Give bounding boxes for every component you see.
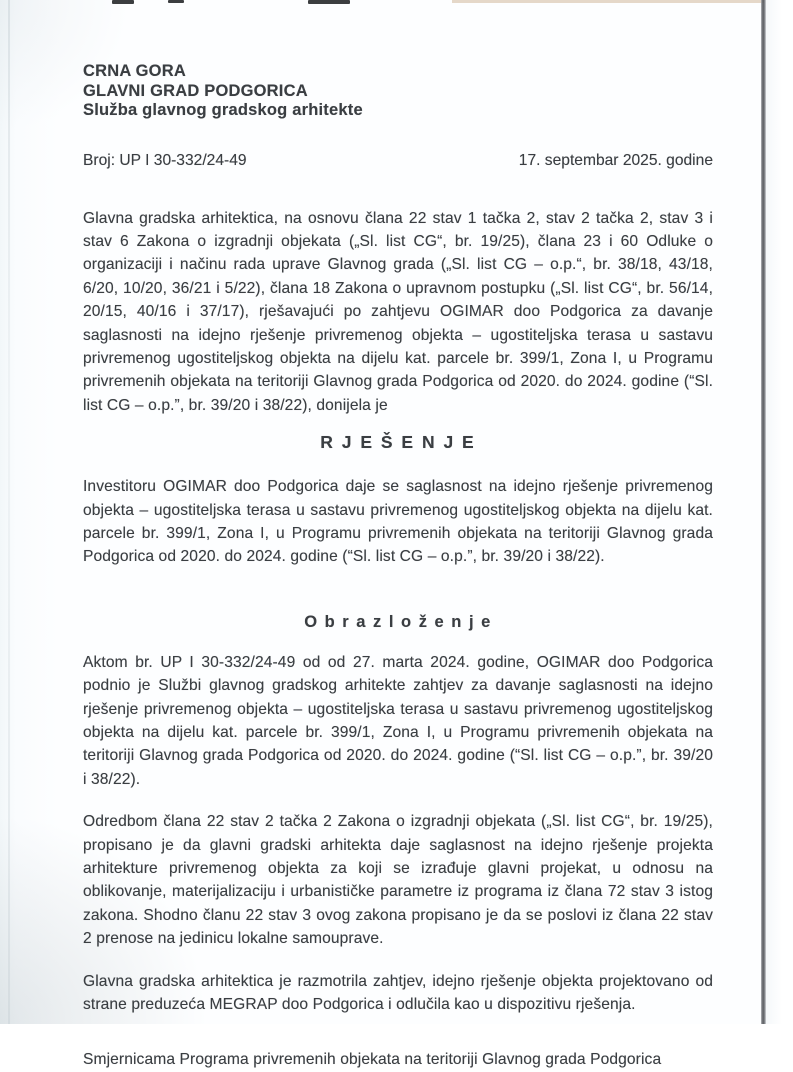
- scan-page-edge-left: [8, 0, 10, 1024]
- intro-paragraph: Glavna gradska arhitektica, na osnovu člana 22 stav 1 tačka 2, stav 2 tačka 2, stav 3 i stav 6 Zakona o izgradnji objekata („Sl. list CG“, br. 19/25), člana 23 i 60 Odluke o organizaciji i načinu rada uprave Glavnog grada („Sl. list CG – o.p.“, br. 38/18, 43/18, 6/20, 10/20, 36/21 i 5/22), člana 18 Zakona o upravnom postupku („Sl. list CG“, br. 56/14, 20/15, 40/16 i 37/17), rješavajući po zahtjevu OGIMAR doo Podgorica za davanje saglasnosti na idejno rješenje privremenog objekta – ugostiteljska terasa u sastavu privremenog ugostiteljskog objekta na dijelu kat. parcele br. 399/1, Zona I, u Programu privremenih objekata na teritoriji Glavnog grada Podgorica od 2020. do 2024. godine (“Sl. list CG – o.p.”, br. 39/20 i 38/22), donijela je: [83, 209, 713, 414]
- letterhead-country: CRNA GORA: [83, 62, 186, 80]
- letterhead-department: Služba glavnog gradskog arhitekte: [83, 101, 363, 119]
- document-content: [83, 0, 713, 1072]
- rationale-title: O b r a z l o ž e n j e: [304, 612, 492, 631]
- reference-row: [83, 151, 713, 170]
- document-date: 17. septembar 2025. godine: [518, 151, 713, 169]
- letterhead-city: GLAVNI GRAD PODGORICA: [83, 81, 308, 100]
- rationale-paragraph: Smjernicama Programa privremenih objekata na teritoriji Glavnog grada Podgorica: [83, 1051, 662, 1069]
- scan-page-edge-right: [766, 0, 793, 1024]
- case-number: Broj: UP I 30-332/24-49: [83, 151, 247, 169]
- rationale-paragraph: Glavna gradska arhitektica je razmotrila zahtjev, idejno rješenje objekta projektovano od strane preduzeća MEGRAP doo Podgorica i odlučila kao u dispozitivu rješenja.: [83, 972, 713, 1014]
- letterhead: [83, 62, 713, 121]
- decision-title: R J E Š E N J E: [320, 432, 476, 453]
- rationale-paragraph: Odredbom člana 22 stav 2 tačka 2 Zakona o izgradnji objekata („Sl. list CG“, br. 19/25), propisano je da glavni gradski arhitekta daje saglasnost na idejno rješenje projekta arhitekture privremenog objekta za koji se izrađuje glavni projekat, u odnosu na oblikovanje, materijalizaciju i urbanističke parametre iz programa iz člana 72 stav 3 istog zakona. Shodno članu 22 stav 3 ovog zakona propisano je da se poslovi iz člana 22 stav 2 prenose na jedinicu lokalne samouprave.: [83, 813, 713, 948]
- rationale-paragraph: Aktom br. UP I 30-332/24-49 od od 27. marta 2024. godine, OGIMAR doo Podgorica podnio je Službi glavnog gradskog arhitekte zahtjev za davanje saglasnosti na idejno rješenje privremenog objekta – ugostiteljska terasa u sastavu privremenog ugostiteljskog objekta na dijelu kat. parcele br. 399/1, Zona I, u Programu privremenih objekata na teritoriji Glavnog grada Podgorica od 2020. do 2024. godine (“Sl. list CG – o.p.”, br. 39/20 i 38/22).: [83, 653, 713, 788]
- decision-paragraph: Investitoru OGIMAR doo Podgorica daje se saglasnost na idejno rješenje privremenog objekta – ugostiteljska terasa u sastavu privremenog ugostiteljskog objekta na dijelu kat. parcele br. 399/1, Zona I, u Programu privremenih objekata na teritoriji Glavnog grada Podgorica od 2020. do 2024. godine (“Sl. list CG – o.p.”, br. 39/20 i 38/22).: [83, 478, 713, 566]
